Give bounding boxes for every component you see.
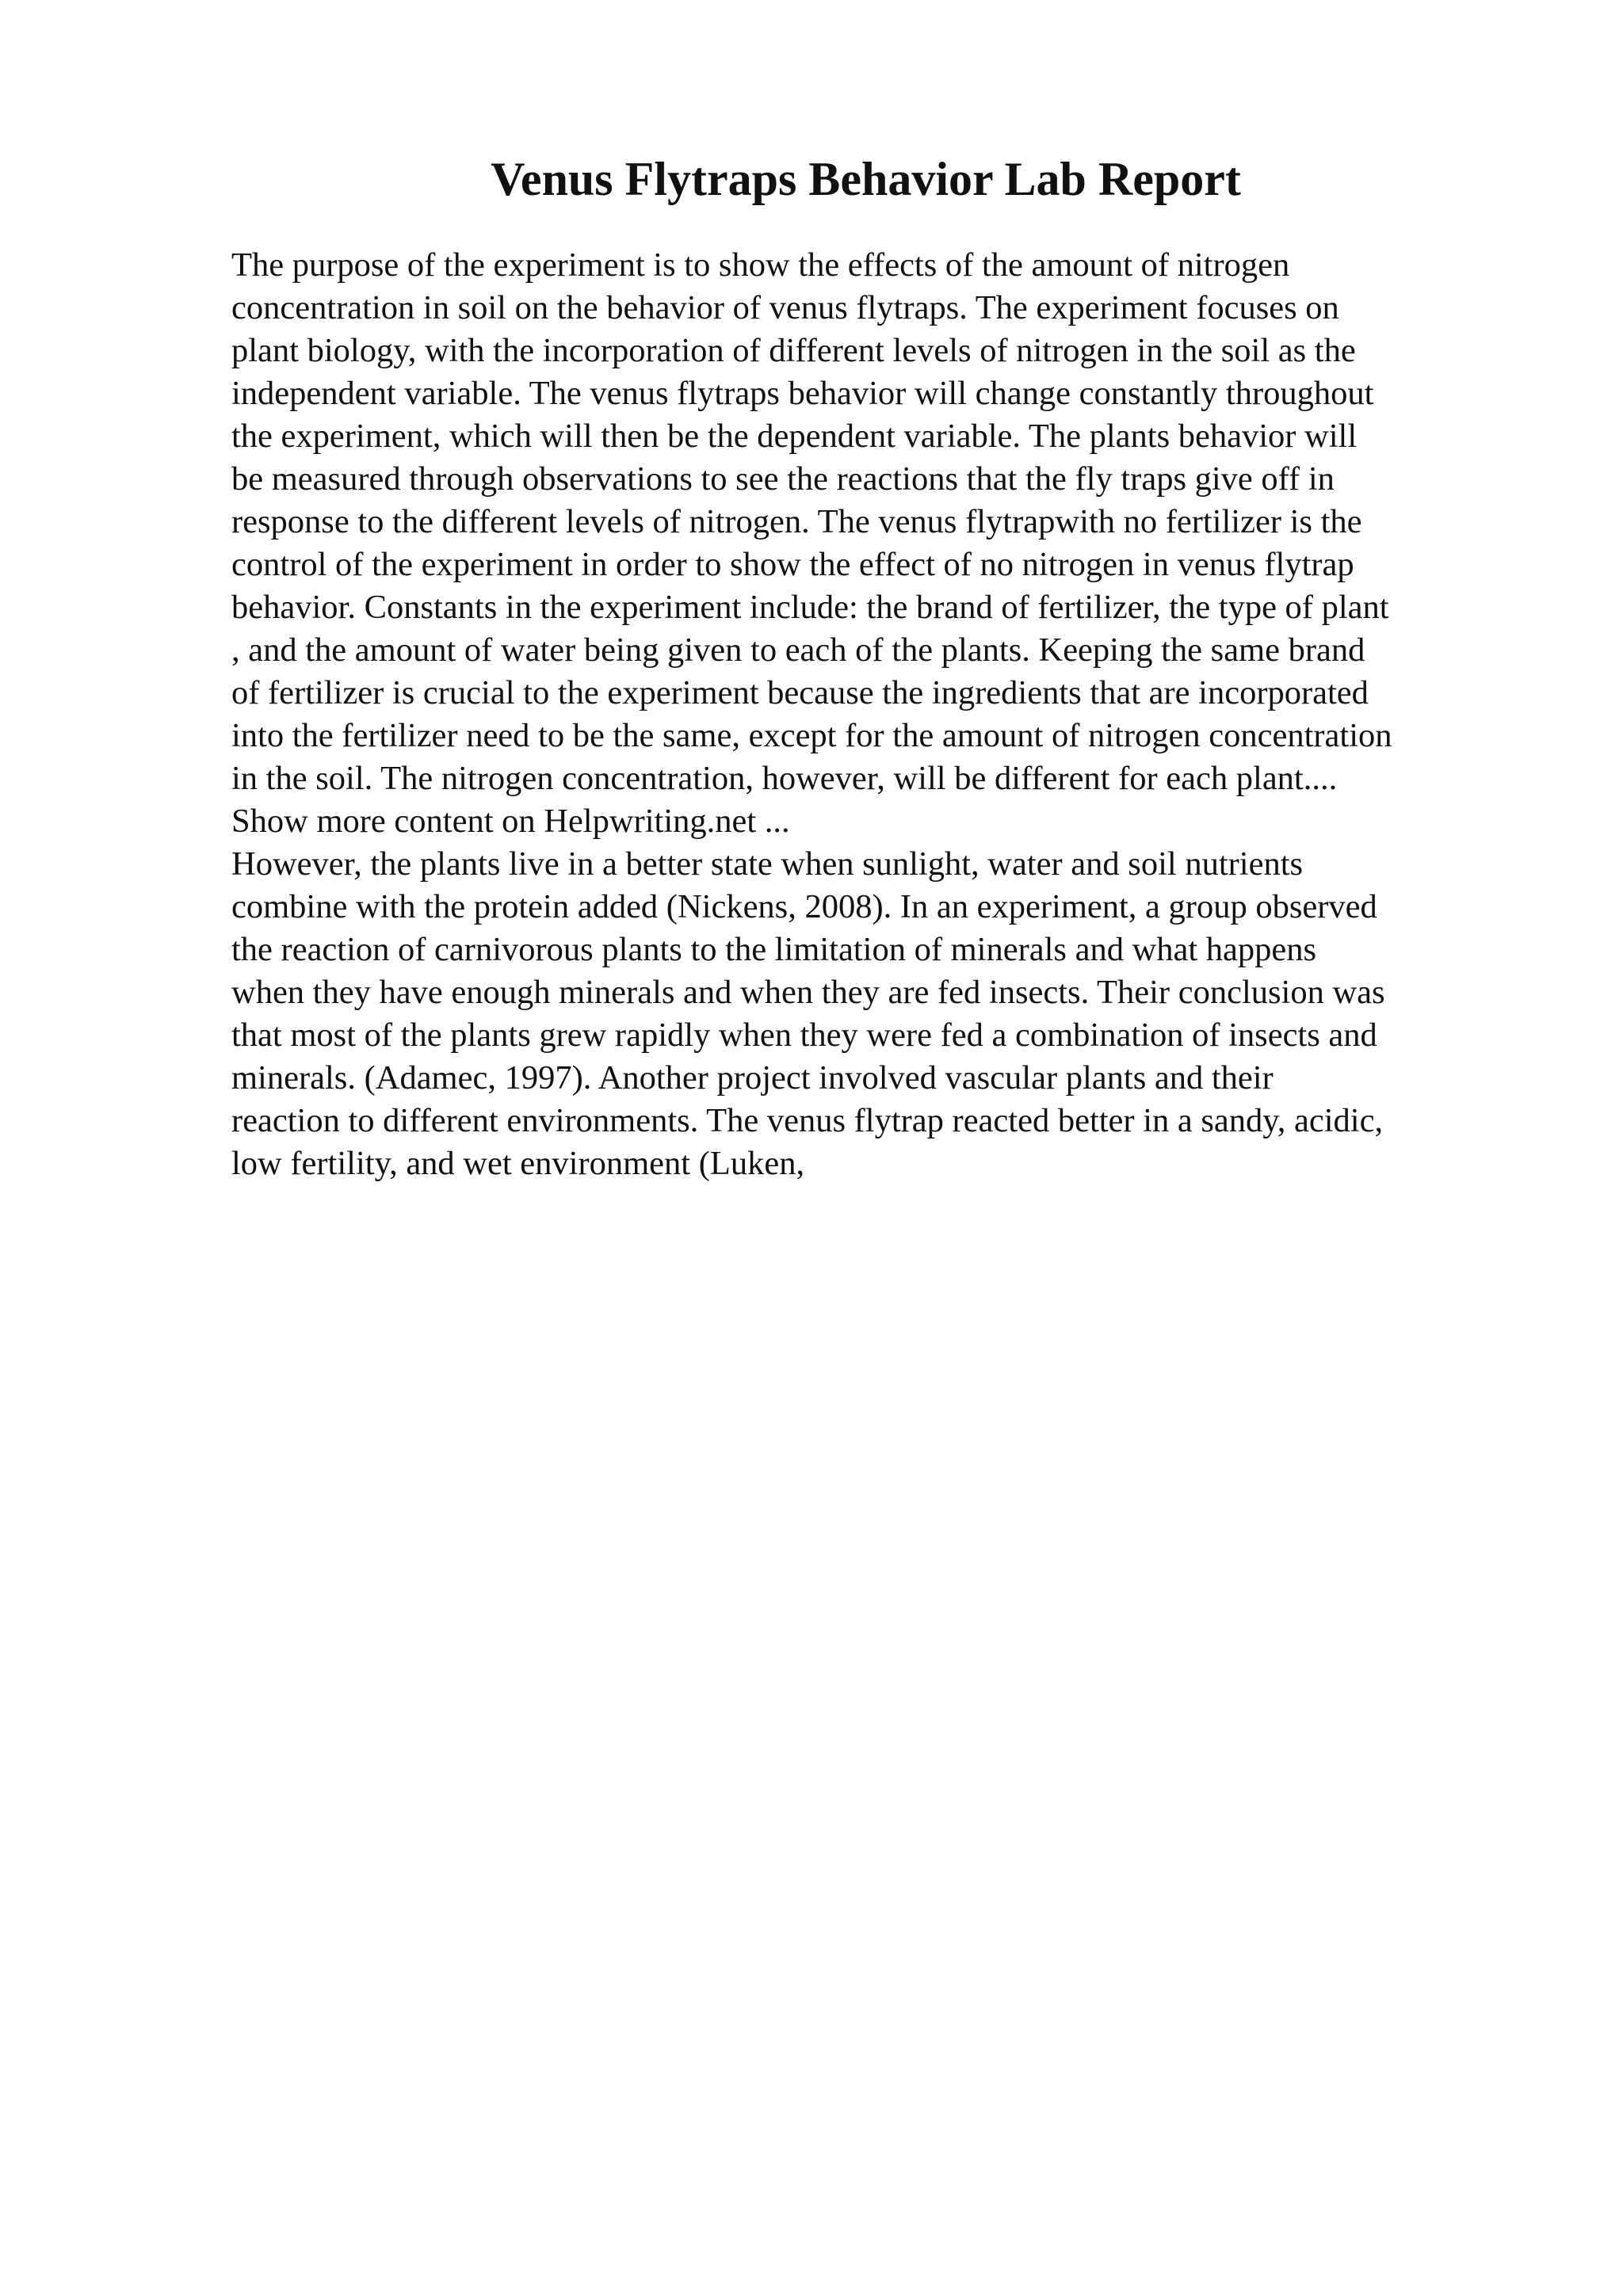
body-line: in the soil. The nitrogen concentration, however, will be different for each plant.... (231, 760, 1338, 797)
body-line: , and the amount of water being given to each of the plants. Keeping the same brand (231, 631, 1365, 669)
show-more-link[interactable]: Show more content on Helpwriting.net ... (231, 803, 790, 840)
body-line: the reaction of carnivorous plants to the limitation of minerals and what happens (231, 931, 1317, 968)
body-line: combine with the protein added (Nickens, 2008). In an experiment, a group observed (231, 888, 1377, 925)
body-line: minerals. (Adamec, 1997). Another project involved vascular plants and their (231, 1059, 1274, 1097)
body-line: However, the plants live in a better state when sunlight, water and soil nutrients (231, 845, 1304, 883)
body-line: reaction to different environments. The venus flytrap reacted better in a sandy, acidic, (231, 1102, 1384, 1139)
body-line: of fertilizer is crucial to the experiment because the ingredients that are incorporated (231, 674, 1369, 711)
body-line: when they have enough minerals and when they are fed insects. Their conclusion was (231, 974, 1385, 1011)
body-line: independent variable. The venus flytraps behavior will change constantly throughout (231, 375, 1374, 412)
body-line: the experiment, which will then be the dependent variable. The plants behavior will (231, 418, 1358, 455)
body-line: plant biology, with the incorporation of different levels of nitrogen in the soil as the (231, 332, 1356, 369)
document-title: Venus Flytraps Behavior Lab Report (491, 153, 1241, 205)
body-line: that most of the plants grew rapidly when they were fed a combination of insects and (231, 1016, 1377, 1054)
body-line: low fertility, and wet environment (Luken, (231, 1145, 805, 1182)
body-line: into the fertilizer need to be the same, except for the amount of nitrogen concentration (231, 717, 1392, 754)
body-line: response to the different levels of nitrogen. The venus flytrapwith no fertilizer is the (231, 503, 1362, 540)
body-line: be measured through observations to see the reactions that the fly traps give off in (231, 460, 1335, 498)
body-line: control of the experiment in order to show the effect of no nitrogen in venus flytrap (231, 546, 1354, 583)
body-line: concentration in soil on the behavior of venus flytraps. The experiment focuses on (231, 289, 1339, 326)
body-line: behavior. Constants in the experiment include: the brand of fertilizer, the type of plant (231, 589, 1389, 626)
body-line: The purpose of the experiment is to show the effects of the amount of nitrogen (231, 246, 1290, 284)
